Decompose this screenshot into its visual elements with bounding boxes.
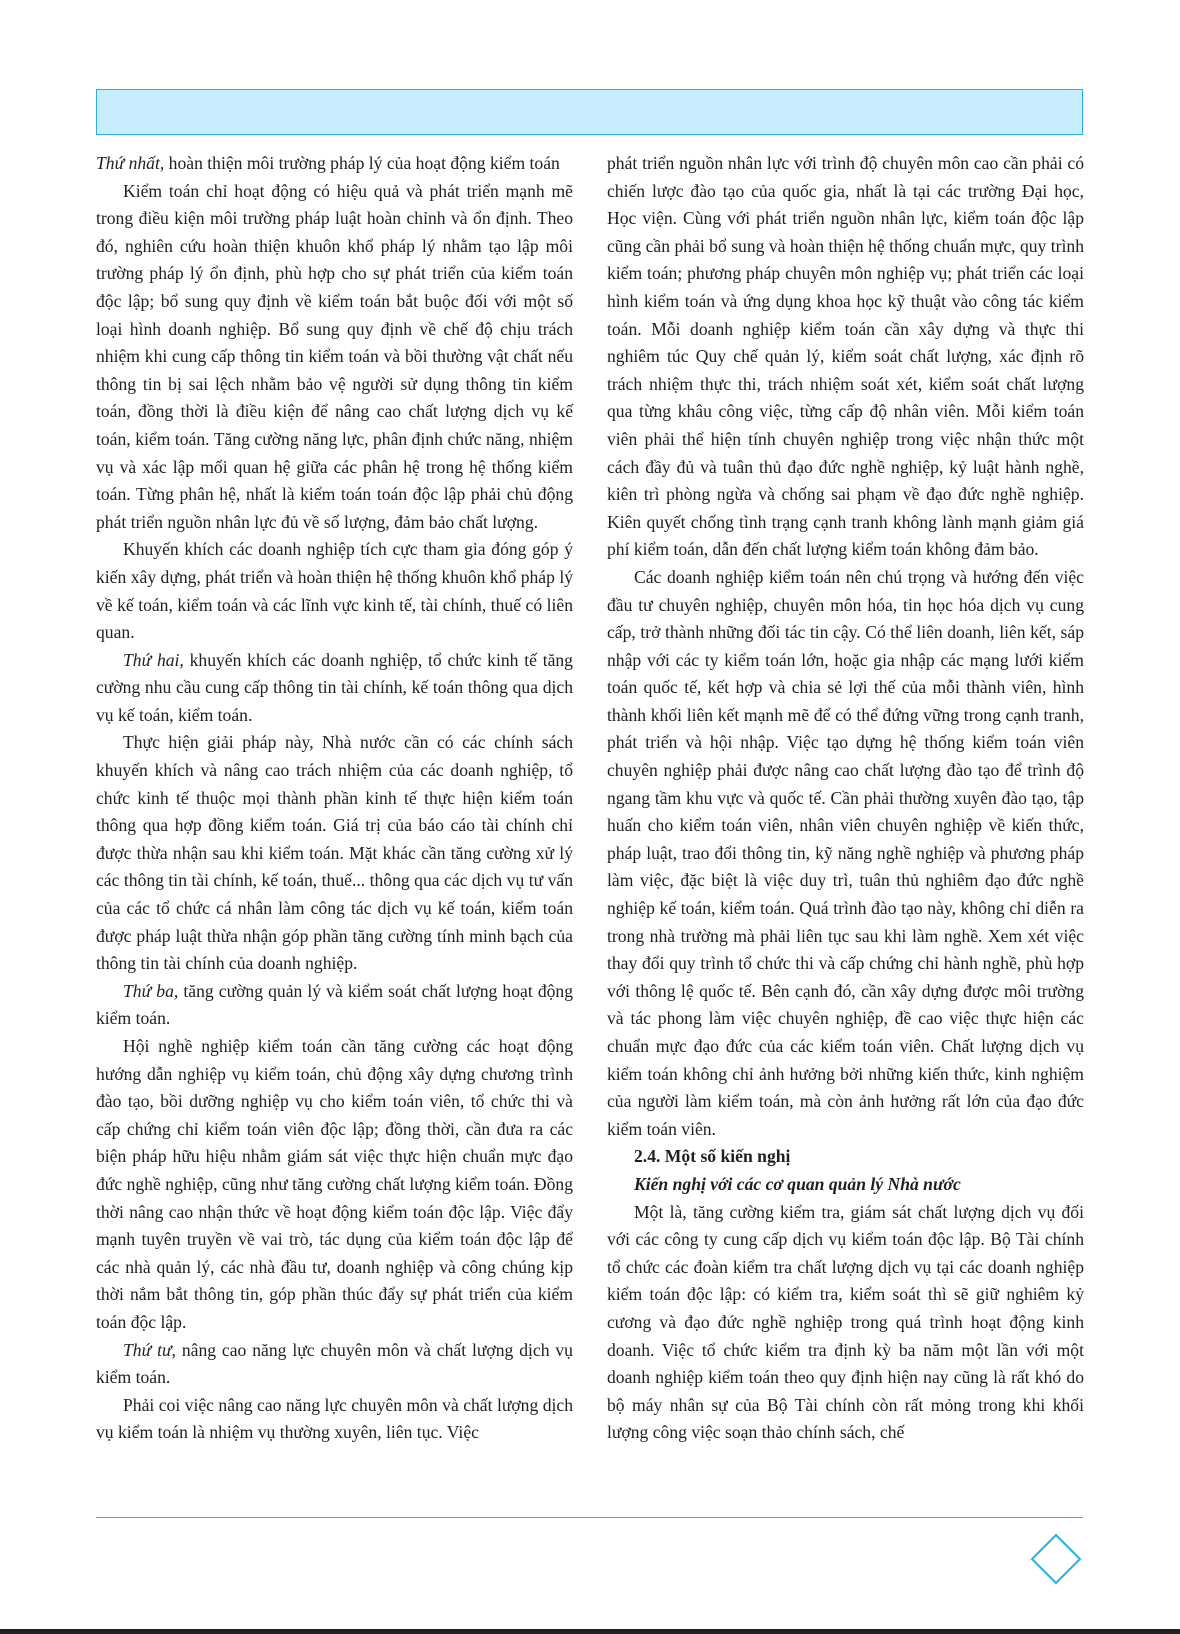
paragraph-text: Kiểm toán chỉ hoạt động có hiệu quả và phát triển mạnh mẽ trong điều kiện môi trường pháp luật hoàn chỉnh và ổn định. Theo đó, nghiên cứu hoàn thiện khuôn khổ pháp lý nhằm tạo lập môi trường pháp lý ổn định, phù hợp cho sự phát triển của kiểm toán độc lập; bổ sung quy định về kiểm toán bắt buộc đối với một số loại hình doanh nghiệp. Bổ sung quy định về chế độ chịu trách nhiệm khi cung cấp thông tin kiểm toán và bồi thường vật chất nếu thông tin bị sai lệch nhằm bảo vệ người sử dụng thông tin kiểm toán, đồng thời là điều kiện để nâng cao chất lượng dịch vụ kế toán, kiểm toán. Tăng cường năng lực, phân định chức năng, nhiệm vụ và xác lập mối quan hệ giữa các phân hệ trong hệ thống kiểm toán. Từng phân hệ, nhất là kiểm toán toán độc lập phải chủ động phát triển nguồn nhân lực đủ về số lượng, đảm bảo chất lượng. <box>96 180 573 532</box>
paragraph-lead: Thứ ba, <box>123 980 179 1001</box>
paragraph <box>96 150 573 178</box>
paragraph <box>96 178 573 537</box>
paragraph-text: khuyến khích các doanh nghiệp, tổ chức kinh tế tăng cường nhu cầu cung cấp thông tin tài chính, kế toán thông qua dịch vụ kế toán, kiểm toán. <box>96 649 573 725</box>
paragraph-lead: Thứ hai, <box>123 649 184 670</box>
paragraph-text: Hội nghề nghiệp kiểm toán cần tăng cường các hoạt động hướng dẫn nghiệp vụ kiểm toán, chủ động xây dựng chương trình đào tạo, bồi dưỡng nghiệp vụ cho kiểm toán viên, tổ chức thi và cấp chứng chỉ kiểm toán viên độc lập; đồng thời, cần đưa ra các biện pháp hữu hiệu nhằm giám sát việc thực hiện chuẩn mực đạo đức nghề nghiệp, cũng như tăng cường chất lượng kiểm toán. Đồng thời nâng cao nhận thức về hoạt động kiểm toán độc lập. Việc đẩy mạnh tuyên truyền về vai trò, tác dụng của kiểm toán độc lập để các nhà quản lý, các nhà đầu tư, doanh nghiệp và công chúng kịp thời nắm bắt thông tin, góp phần thúc đẩy sự phát triển của kiểm toán độc lập. <box>96 1036 573 1332</box>
paragraph-lead: Thứ tư, <box>123 1339 176 1360</box>
bottom-edge <box>0 1629 1180 1634</box>
paragraph <box>96 1337 573 1392</box>
paragraph <box>96 729 573 977</box>
paragraph-text: tăng cường quản lý và kiểm soát chất lượng hoạt động kiểm toán. <box>96 980 574 1029</box>
right-column <box>607 150 1084 1447</box>
paragraph <box>96 1392 573 1447</box>
section-heading: 2.4. Một số kiến nghị <box>634 1146 791 1167</box>
left-column <box>96 150 573 1447</box>
paragraph <box>96 1033 573 1337</box>
paragraph: Các doanh nghiệp kiểm toán nên chú trọng và hướng đến việc đầu tư chuyên nghiệp, chuyên môn hóa, tin học hóa dịch vụ cung cấp, trở thành những đối tác tin cậy. Có thể liên doanh, liên kết, sáp nhập với các ty kiểm toán lớn, hoặc gia nhập các mạng lưới kiểm toán quốc tế, kết hợp và chia sẻ lợi thế của mỗi thành viên, hình thành khối liên kết mạnh mẽ để có thể đứng vững trong cạnh tranh, phát triển và hội nhập. Việc tạo dựng hệ thống kiểm toán viên chuyên nghiệp phải được nâng cao chất lượng đào tạo để trình độ ngang tầm khu vực và quốc tế. Cần phải thường xuyên đào tạo, tập huấn cho kiểm toán viên, nhân viên chuyên nghiệp về kiến thức, pháp luật, trao đổi thông tin, kỹ năng nghề nghiệp và phương pháp làm việc, đặc biệt là việc duy trì, tuân thủ nghiêm đạo đức nghề nghiệp kế toán, kiểm toán. Quá trình đào tạo này, không chỉ diễn ra trong nhà trường mà phải liên tục sau khi làm nghề. Xem xét việc thay đổi quy trình tổ chức thi và cấp chứng chỉ hành nghề, phù hợp với thông lệ quốc tế. Bên cạnh đó, cần xây dựng được môi trường và tác phong làm việc chuyên nghiệp, đề cao việc thực hiện các chuẩn mực đạo đức của các kiểm toán viên. Chất lượng dịch vụ kiểm toán không chỉ ảnh hưởng bởi những kiến thức, kinh nghiệm của người làm kiểm toán, mà còn ảnh hưởng rất lớn của đạo đức kiểm toán viên. <box>607 566 1084 1139</box>
paragraph-text: nâng cao năng lực chuyên môn và chất lượng dịch vụ kiểm toán. <box>96 1339 573 1388</box>
paragraph-text: Khuyến khích các doanh nghiệp tích cực tham gia đóng góp ý kiến xây dựng, phát triển và hoàn thiện hệ thống khuôn khổ pháp lý về kế toán, kiểm toán và các lĩnh vực kinh tế, tài chính, thuế có liên quan. <box>96 539 573 643</box>
paragraph <box>96 536 573 646</box>
paragraph <box>96 647 573 730</box>
footer-rule <box>96 1517 1083 1518</box>
paragraph <box>96 978 573 1033</box>
diamond-icon <box>1030 1533 1082 1585</box>
paragraph: phát triển nguồn nhân lực với trình độ chuyên môn cao cần phải có chiến lược đào tạo của quốc gia, nhất là tại các trường Đại học, Học viện. Cùng với phát triển nguồn nhân lực, kiểm toán độc lập cũng cần phải bổ sung và hoàn thiện hệ thống chuẩn mực, quy trình kiểm toán; phương pháp chuyên môn nghiệp vụ; phát triển các loại hình kiểm toán và ứng dụng khoa học kỹ thuật vào công tác kiểm toán. Mỗi doanh nghiệp kiểm toán cần xây dựng và thực thi nghiêm túc Quy chế quản lý, kiểm soát chất lượng, xác định rõ trách nhiệm thực thi, trách nhiệm soát xét, kiểm soát chất lượng qua từng khâu công việc, từng cấp độ nhân viên. Mỗi kiểm toán viên phải thể hiện tính chuyên nghiệp trong việc nhận thức một cách đầy đủ và tuân thủ đạo đức nghề nghiệp, kỷ luật hành nghề, kiên trì phòng ngừa và chống sai phạm về đạo đức nghề nghiệp. Kiên quyết chống tình trạng cạnh tranh không lành mạnh giảm giá phí kiểm toán, dẫn đến chất lượng kiểm toán không đảm bảo. <box>607 153 1084 560</box>
header-band <box>96 89 1083 135</box>
paragraph-lead: Thứ nhất, <box>96 153 165 173</box>
paragraph-text: Phải coi việc nâng cao năng lực chuyên môn và chất lượng dịch vụ kiểm toán là nhiệm vụ thường xuyên, liên tục. Việc <box>96 1394 573 1443</box>
section-subheading: Kiến nghị với các cơ quan quản lý Nhà nước <box>634 1173 961 1194</box>
paragraph: Một là, tăng cường kiểm tra, giám sát chất lượng dịch vụ đối với các công ty cung cấp dịch vụ kiểm toán độc lập. Bộ Tài chính tổ chức các đoàn kiểm tra chất lượng dịch vụ tại các doanh nghiệp kiểm toán độc lập: có kiểm tra, kiểm soát thì sẽ giữ nghiêm kỷ cương và đạo đức nghề nghiệp trong quá trình hoạt động kinh doanh. Việc tổ chức kiểm tra định kỳ ba năm một lần với một doanh nghiệp kiểm toán theo quy định hiện nay cũng là rất khó do bộ máy nhân sự của Bộ Tài chính còn rất mỏng trong khi khối lượng công việc soạn thảo chính sách, chế <box>607 1201 1084 1443</box>
paragraph-text: hoàn thiện môi trường pháp lý của hoạt động kiểm toán <box>164 153 560 173</box>
paragraph-text: Thực hiện giải pháp này, Nhà nước cần có các chính sách khuyến khích và nâng cao trách nhiệm của các doanh nghiệp, tổ chức kinh tế thuộc mọi thành phần kinh tế thực hiện kiểm toán thông qua hợp đồng kiểm toán. Giá trị của báo cáo tài chính chỉ được thừa nhận sau khi kiểm toán. Mặt khác cần tăng cường xử lý các thông tin tài chính, kế toán, thuế... thông qua các dịch vụ tư vấn của các tổ chức cá nhân làm công tác dịch vụ kế toán, kiểm toán được pháp luật thừa nhận góp phần tăng cường tính minh bạch của thông tin tài chính của doanh nghiệp. <box>96 732 573 974</box>
